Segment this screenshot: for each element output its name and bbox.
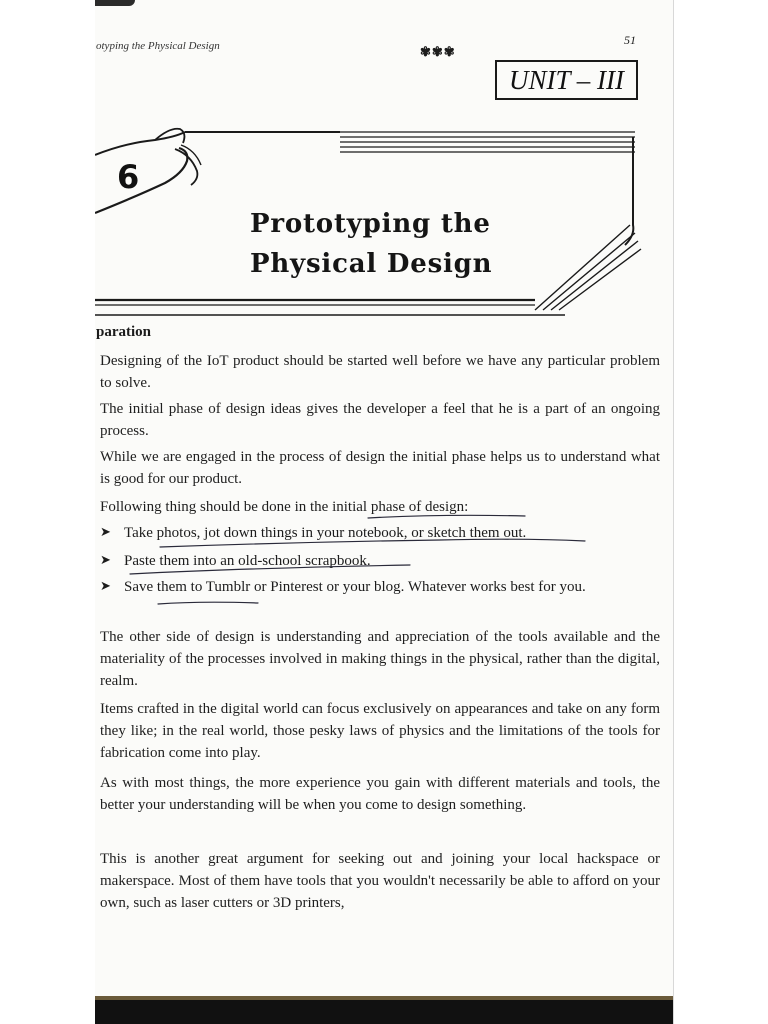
page-number: 51 — [624, 33, 636, 47]
ornament-glyphs: ✾✾✾ — [420, 44, 456, 59]
bullet-arrow-icon: ➤ — [100, 525, 111, 540]
scan-smudge — [95, 0, 135, 6]
bullet-text: Take photos, jot down things in your notebook, or sketch them out. — [124, 525, 527, 541]
scan-left-margin — [0, 0, 95, 1024]
bullet-text: Paste them into an old-school scrapbook. — [124, 553, 371, 569]
paragraph-6: Items crafted in the digital world can focus exclusively on appearances and take on any form they like; in the real world, those pesky laws of physics and the limitations of the tools for fabrication come into play. — [100, 701, 660, 761]
chapter-title-line-1: Prototyping the — [250, 209, 491, 239]
chapter-number: 6 — [117, 158, 140, 196]
paragraph-2: The initial phase of design ideas gives the developer a feel that he is a part of an ongoing process. — [100, 401, 660, 439]
bullet-arrow-icon: ➤ — [100, 553, 111, 568]
paragraph-8: This is another great argument for seeking out and joining your local hackspace or makerspace. Most of them have tools that you wouldn't necessarily be able to afford on your own, such as laser cutters or 3D printers, — [100, 851, 660, 911]
paragraph-1: Designing of the IoT product should be started well before we have any particular problem to solve. — [100, 353, 660, 391]
unit-label: UNIT – III — [508, 65, 624, 95]
page-bottom-edge — [95, 1000, 673, 1024]
chapter-title-line-2: Physical Design — [250, 249, 493, 279]
scan-right-margin — [673, 0, 768, 1024]
unit-label-box — [495, 60, 638, 100]
running-head: otyping the Physical Design — [96, 40, 220, 52]
chapter-title — [250, 204, 610, 284]
paragraph-4: Following thing should be done in the initial phase of design: — [100, 499, 469, 515]
paragraph-5: The other side of design is understanding and appreciation of the tools available and the materiality of the processes involved in making things in the physical, rather than the digital, realm. — [100, 629, 660, 689]
paragraph-3: While we are engaged in the process of design the initial phase helps us to understand what is good for our product. — [100, 449, 660, 487]
bullet-text: Save them to Tumblr or Pinterest or your blog. Whatever works best for you. — [124, 579, 586, 595]
section-heading: paration — [96, 324, 152, 340]
bullet-arrow-icon: ➤ — [100, 579, 111, 594]
paragraph-7: As with most things, the more experience you gain with different materials and tools, the better your understanding will be when you come to design something. — [100, 775, 660, 813]
